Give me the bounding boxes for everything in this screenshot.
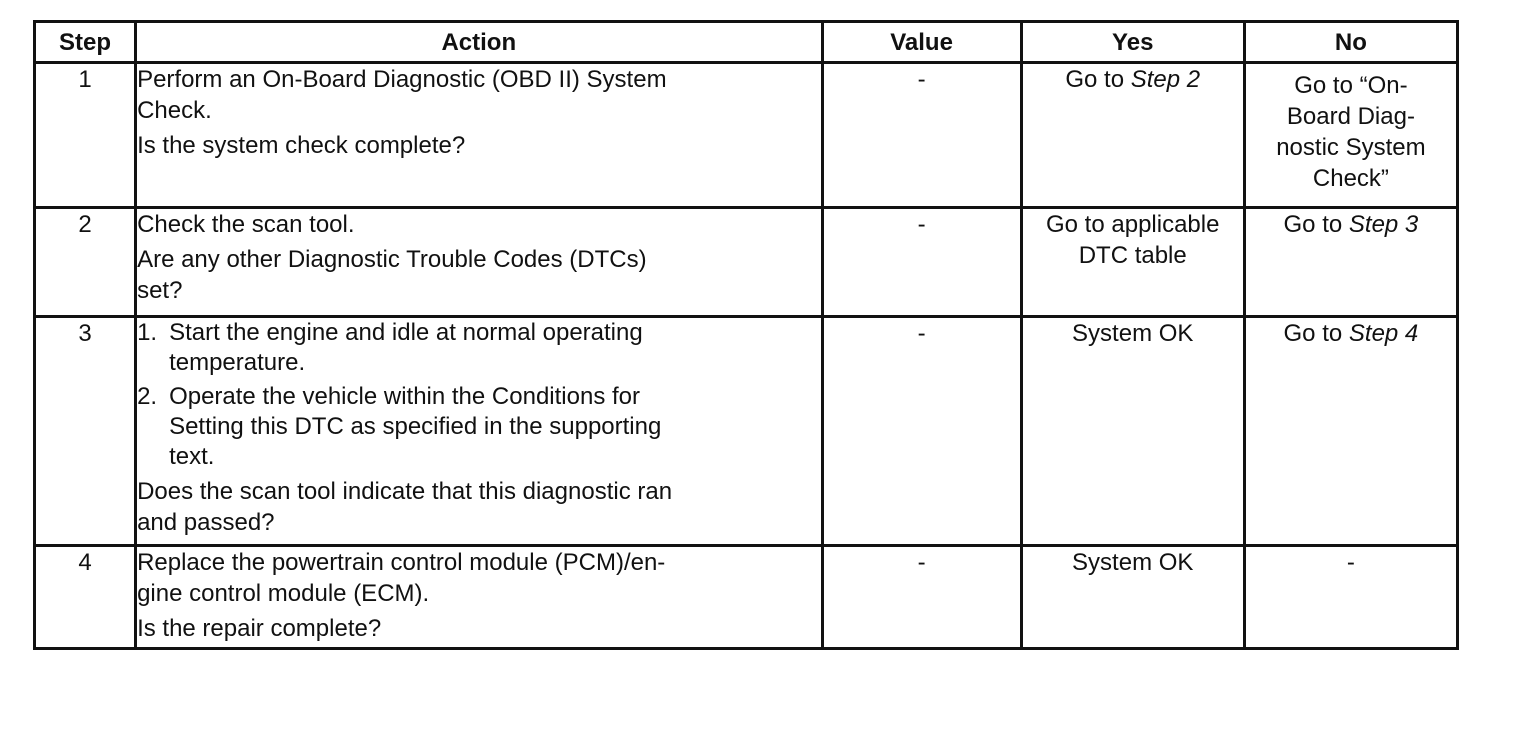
action-question: Does the scan tool indicate that this diagnostic ran — [137, 478, 673, 505]
action-question: Are any other Diagnostic Trouble Codes (DTCs) — [137, 246, 647, 273]
action-cell — [136, 546, 822, 649]
no-text: Go to “On- — [1294, 72, 1408, 99]
action-question: and passed? — [137, 509, 275, 536]
header-value: Value — [822, 22, 1021, 63]
table-row — [35, 317, 1458, 546]
substep-text: temperature. — [169, 349, 306, 376]
value-cell: - — [822, 63, 1021, 208]
step-reference: Step 2 — [1130, 66, 1201, 93]
action-cell — [136, 317, 822, 546]
action-text: gine control module (ECM). — [137, 580, 430, 607]
diagnostic-table — [33, 20, 1459, 650]
yes-cell — [1021, 63, 1244, 208]
no-text: Go to — [1283, 211, 1349, 238]
no-text: Check” — [1312, 165, 1389, 192]
step-reference: Step 4 — [1348, 320, 1419, 347]
action-cell — [136, 208, 822, 317]
header-action: Action — [136, 22, 822, 63]
value-cell: - — [822, 317, 1021, 546]
list-item — [137, 382, 820, 472]
yes-cell: System OK — [1021, 317, 1244, 546]
table-row — [35, 208, 1458, 317]
header-step: Step — [35, 22, 136, 63]
action-text: Perform an On-Board Diagnostic (OBD II) System — [137, 66, 667, 93]
header-no: No — [1244, 22, 1457, 63]
no-text: Board Diag- — [1286, 103, 1415, 130]
no-cell — [1244, 208, 1457, 317]
no-text: Go to — [1283, 320, 1349, 347]
substep-text: text. — [169, 443, 215, 470]
step-number: 4 — [35, 546, 136, 649]
step-number: 2 — [35, 208, 136, 317]
yes-text: Go to applicable — [1046, 211, 1220, 238]
substep-text: Start the engine and idle at normal operating — [169, 319, 643, 346]
substep-text: Setting this DTC as specified in the supporting — [169, 413, 662, 440]
action-question: set? — [137, 277, 183, 304]
yes-cell: System OK — [1021, 546, 1244, 649]
yes-text: Go to — [1065, 66, 1131, 93]
no-text: nostic System — [1276, 134, 1426, 161]
substep-text: Operate the vehicle within the Conditions for — [169, 383, 640, 410]
action-text: Replace the powertrain control module (PCM)/en- — [137, 549, 666, 576]
no-cell: - — [1244, 546, 1457, 649]
step-number: 1 — [35, 63, 136, 208]
list-item — [137, 318, 820, 378]
header-row — [35, 22, 1458, 63]
action-question: Is the repair complete? — [137, 615, 382, 642]
substep-list — [137, 318, 820, 472]
no-cell — [1244, 317, 1457, 546]
action-text: Check the scan tool. — [137, 211, 355, 238]
value-cell: - — [822, 208, 1021, 317]
step-number: 3 — [35, 317, 136, 546]
step-reference: Step 3 — [1348, 211, 1419, 238]
value-cell: - — [822, 546, 1021, 649]
no-cell — [1244, 63, 1457, 208]
yes-cell — [1021, 208, 1244, 317]
action-cell — [136, 63, 822, 208]
action-question: Is the system check complete? — [137, 132, 466, 159]
action-text: Check. — [137, 97, 212, 124]
yes-text: DTC table — [1078, 242, 1187, 269]
header-yes: Yes — [1021, 22, 1244, 63]
table-row — [35, 63, 1458, 208]
substep-number: 1. — [137, 319, 158, 346]
table-row — [35, 546, 1458, 649]
substep-number: 2. — [137, 383, 158, 410]
